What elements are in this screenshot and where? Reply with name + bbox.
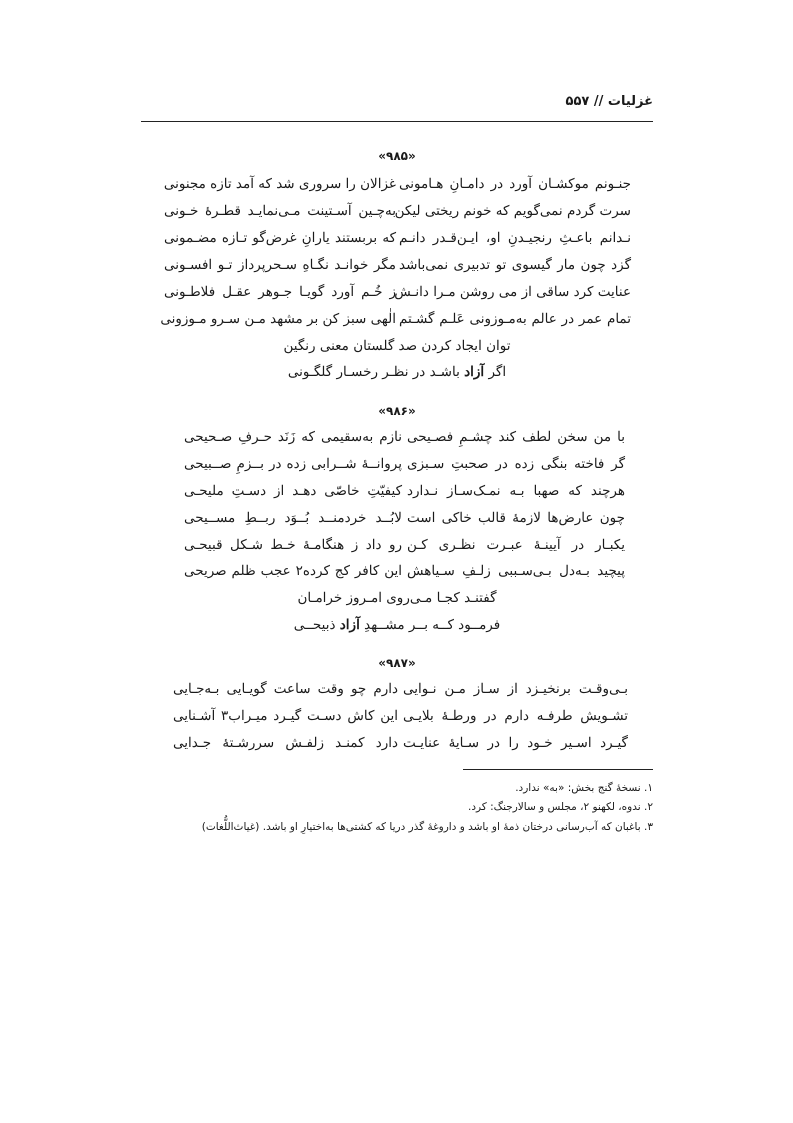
first-hemistich: هرچند که صهبا بـه نمـک‌سـاز نـدارد (407, 483, 625, 499)
poem-title: «۹۸۷» (378, 656, 416, 670)
first-hemistich: چون عارض‌ها لازمهٔ قالب خاکی است (407, 510, 625, 526)
pen-name: آزاد (464, 364, 485, 380)
first-hemistich: سرت گردم نمی‌گویم که خونم ریختی لیکن (394, 203, 631, 219)
couplet (164, 176, 631, 202)
second-hemistich: نازم به‌سقیمی که زَنَد حـرفِ صـحیحی (184, 429, 402, 445)
closing-line: اگر آزاد باشـد در نظـر رخسـار گلگـونی (287, 364, 507, 380)
couplet (184, 510, 625, 536)
couplet (184, 483, 625, 509)
second-hemistich: لابُــد خردمنــد بُــوَد ربــطِ مســیحی (184, 510, 402, 526)
second-hemistich: این کاش دسـت گیـرد میـراب۳ آشـنایی (173, 708, 398, 724)
first-hemistich: بـی‌وقـت برنخیـزد از سـاز مـن نـوایی (403, 681, 628, 697)
footnote-rule (463, 769, 653, 770)
second-hemistich: که بربستند یارانِ غرض‌گو تـازه مضـمونی (164, 230, 396, 246)
second-hemistich: الٰهی سبز کن بر مشهد مـن سـرو مـوزونی (160, 311, 396, 327)
couplet (173, 708, 628, 734)
couplet (184, 537, 625, 563)
second-hemistich: مگر خوانـد نگـاهِ سـحرپرداز تـو افسـونی (164, 257, 396, 273)
couplet (164, 230, 631, 256)
second-hemistich: این کافر کج کرده۲ عجب ظلم صریحی (184, 563, 403, 579)
footnote: ۲. ندوه، لکهنو ۲، مجلس و سالارجنگ: کرد. (468, 801, 653, 813)
running-header: غزلیات // ۵۵۷ (565, 94, 653, 109)
header-rule (141, 121, 653, 122)
couplet (184, 563, 625, 589)
first-hemistich: عنایت کرد ساقی از می روشن مـرا دانـش (394, 284, 631, 300)
first-hemistich: با من سخن لطف کند چشـمِ فصـیحی (407, 429, 625, 445)
couplet (160, 311, 631, 337)
first-hemistich: گر فاخته بنگی زده در صحبتِ سـبزی (407, 456, 625, 472)
couplet (164, 203, 631, 229)
first-hemistich: نـدانم باعـثِ رنجیـدنِ او، ایـن‌قـدر دانـم (399, 230, 631, 246)
couplet (184, 429, 625, 455)
second-hemistich: پروانــهٔ شــرابی زده در بــزمِ صــبیحی (184, 456, 402, 472)
pen-name: آزاد (339, 617, 360, 633)
couplet (164, 284, 631, 310)
first-hemistich: تمام عمر در عالم به‌مـوزونی عَلـم گشـتم (399, 311, 631, 327)
first-hemistich: گیـرد اسـیر خـود را در سـایهٔ عنایـت (403, 735, 628, 751)
first-hemistich: تشـویش طرفـه دارم در ورطـهٔ بلایـی (403, 708, 628, 724)
second-hemistich: به‌چـین آسـتینت مـی‌نمایـد قطـرهٔ خـونی (164, 203, 396, 219)
poem-title: «۹۸۵» (378, 149, 416, 163)
first-hemistich: جنـونم موکشـان آورد در دامـانِ هـامونی (399, 176, 631, 192)
footnote: ۱. نسخهٔ گنج بخش: «به» ندارد. (515, 782, 653, 794)
second-hemistich: دارم چو وقت ساعت گویـایی بـه‌جـایی (173, 681, 398, 697)
second-hemistich: رو داد ز هنگامـهٔ خـط شـکل قبیحـی (184, 537, 402, 553)
footnote: ۳. باغبان که آب‌رسانی درختان ذمهٔ او باشد و داروغهٔ گذر دریا که کشتی‌ها به‌اختیارِ او باشد. (غیاث‌اللُّغات) (201, 821, 653, 833)
second-hemistich: ز خُـم آورد گویـا جـوهر عقـل فلاطـونی (164, 284, 396, 300)
second-hemistich: دارد کمنـد زلفـش سررشـتهٔ جـدایی (173, 735, 398, 751)
closing-line: گفتنـد کجـا مـی‌روی امـروز خرامـان (297, 590, 497, 606)
second-hemistich: کیفیّتِ خاصّی دهـد از دسـتِ ملیحـی (184, 483, 402, 499)
first-hemistich: یکبـار در آیینـهٔ عبـرت نظـری کـن (407, 537, 625, 553)
closing-line: فرمــود کــه بــر مشــهدِ آزاد ذبیحــی (293, 617, 501, 633)
first-hemistich: پیچید بـه‌دل بـی‌سـببی زلـفِ سـیاهش (407, 563, 625, 579)
couplet (184, 456, 625, 482)
first-hemistich: گزد چون مار گیسوی تو تدبیری نمی‌باشد (399, 257, 631, 273)
poem-title: «۹۸۶» (378, 404, 416, 418)
second-hemistich: غزالان را سروری شد که آمد تازه مجنونی (163, 176, 396, 192)
couplet (173, 681, 628, 707)
couplet (173, 735, 628, 761)
closing-line: توان ایجاد کردن صد گلستان معنی رنگین (283, 338, 511, 354)
couplet (164, 257, 631, 283)
